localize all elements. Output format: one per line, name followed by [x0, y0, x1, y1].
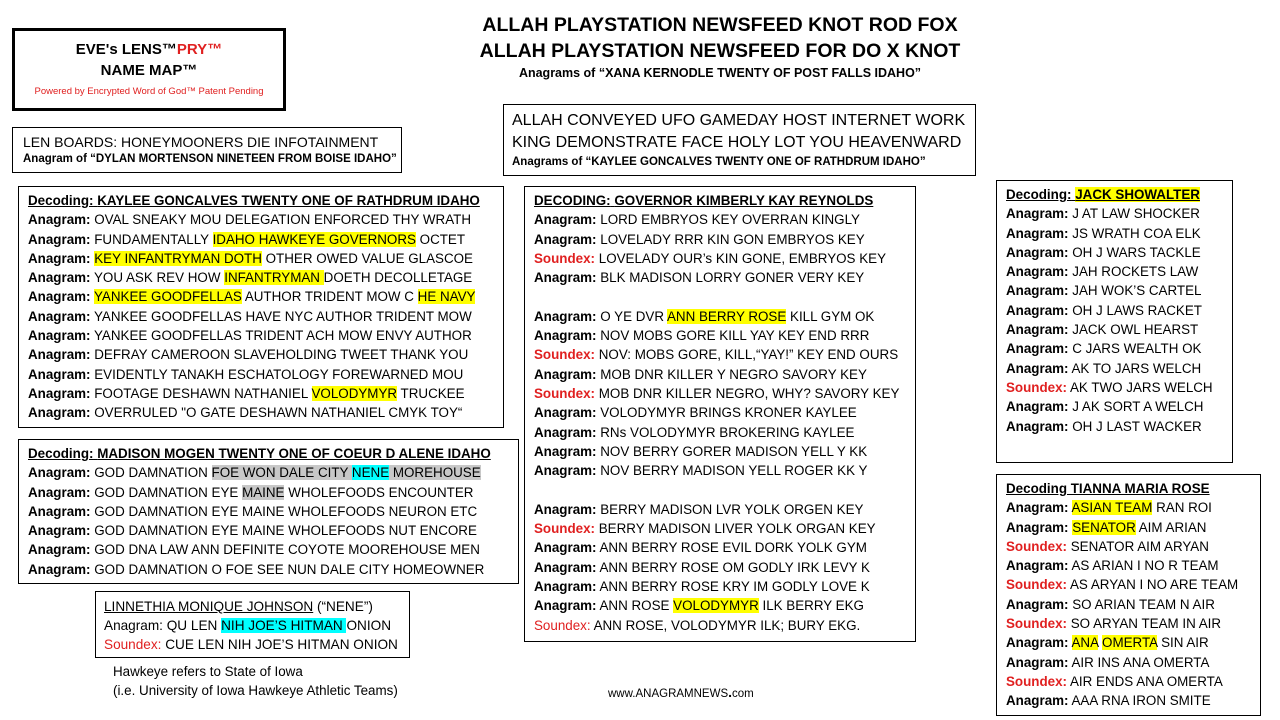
anagram-label: Anagram: [28, 561, 91, 577]
anagram-row [28, 210, 494, 229]
anagram-text: OH J WARS TACKLE [1072, 244, 1201, 260]
decoding-subject: JACK SHOWALTER [1075, 187, 1200, 202]
anagram-row [1006, 653, 1251, 672]
highlight-yellow: HE NAVY [417, 289, 476, 305]
anagram-text: NOV BERRY MADISON YELL ROGER KK Y [600, 463, 868, 479]
soundex-label: Soundex: [534, 617, 591, 633]
anagram-label: Anagram: [1006, 635, 1069, 651]
anagram-label: Anagram: [28, 250, 91, 266]
anagram-text: DOETH DECOLLETAGE [323, 270, 473, 286]
anagram-label: Anagram: [1006, 341, 1069, 357]
soundex-row [104, 635, 401, 654]
decoding-heading [28, 444, 509, 463]
logo-title [15, 41, 283, 58]
logo-powered-by: Powered by Encrypted Word of God™ Patent Pending [34, 86, 264, 97]
page-title-line2: ALLAH PLAYSTATION NEWSFEED FOR DO X KNOT [479, 40, 961, 62]
anagram-text: ONION [346, 618, 392, 633]
anagram-label: Anagram: [28, 484, 91, 500]
anagram-text: OVERRULED "O GATE DESHAWN NATHANIEL CMYK TOY“ [94, 405, 463, 421]
anagram-row [28, 560, 509, 579]
highlight-gray: MOREHOUSE [389, 465, 481, 481]
anagram-text: SIN AIR [1157, 635, 1209, 651]
anagram-row [28, 403, 494, 422]
anagram-text: YOU ASK REV HOW [94, 270, 225, 286]
anagram-row [28, 483, 509, 502]
anagram-row [534, 326, 906, 345]
anagram-text: GOD DAMNATION [94, 465, 212, 481]
soundex-text: NOV: MOBS GORE, KILL,“YAY!” KEY END OURS [598, 347, 899, 363]
anagram-row [1006, 417, 1223, 436]
anagram-text: VOLODYMYR BRINGS KRONER KAYLEE [600, 405, 857, 421]
anagram-text: JACK OWL HEARST [1072, 322, 1199, 338]
anagram-text: GOD DAMNATION O FOE SEE NUN DALE CITY HOMEOWNER [94, 561, 485, 577]
anagram-text: AIM ARIAN [1135, 519, 1207, 535]
anagram-text: AUTHOR TRIDENT MOW C [241, 289, 418, 305]
nene-box [95, 591, 410, 658]
anagram-row [534, 596, 906, 615]
anagram-text: C JARS WEALTH OK [1072, 341, 1202, 357]
anagram-label: Anagram: [1006, 322, 1069, 338]
soundex-text: LOVELADY OUR’s KIN GONE, EMBRYOS KEY [598, 250, 886, 266]
logo-pry: PRY™ [176, 41, 223, 58]
nene-nickname: (“NENE”) [313, 599, 373, 614]
anagram-row [1006, 691, 1251, 710]
anagram-label: Anagram: [1006, 264, 1069, 280]
soundex-label: Soundex: [1006, 538, 1068, 554]
anagram-label: Anagram: [28, 465, 91, 481]
anagram-label: Anagram: [28, 289, 91, 305]
anagram-row [534, 230, 906, 249]
anagram-label: Anagram: [534, 559, 597, 575]
anagram-row [1006, 556, 1251, 575]
highlight-gray: FOE WON DALE CITY [211, 465, 352, 481]
highlight-yellow: YANKEE GOODFELLAS [94, 289, 242, 305]
highlight-yellow: OMERTA [1102, 635, 1158, 651]
anagram-text: GOD DAMNATION EYE [94, 484, 243, 500]
anagram-row [1006, 633, 1251, 652]
spacer [534, 480, 906, 499]
anagram-label: Anagram: [534, 212, 597, 228]
anagram-row [534, 500, 906, 519]
soundex-text: CUE LEN NIH JOE’S HITMAN ONION [165, 637, 398, 652]
allah-conveyed-box [503, 104, 976, 176]
decoding-subject: MADISON MOGEN TWENTY ONE OF COEUR D ALENE IDAHO [97, 446, 491, 461]
anagram-row [1006, 301, 1223, 320]
soundex-text: AS ARYAN I NO ARE TEAM [1070, 577, 1239, 593]
anagram-text: BLK MADISON LORRY GONER VERY KEY [600, 270, 865, 286]
soundex-text: SENATOR AIM ARYAN [1070, 538, 1209, 554]
anagram-row [1006, 262, 1223, 281]
anagram-row [534, 403, 906, 422]
soundex-row [1006, 537, 1251, 556]
nene-name-row [104, 597, 401, 616]
soundex-row [534, 616, 906, 635]
anagram-text: O YE DVR [600, 308, 667, 324]
anagram-text: DEFRAY CAMEROON SLAVEHOLDING TWEET THANK YOU [94, 347, 469, 363]
decoding-label: Decoding: [1006, 187, 1072, 202]
anagram-text: ANN BERRY ROSE OM GODLY IRK LEVY K [599, 559, 870, 575]
anagram-label: Anagram: [534, 463, 597, 479]
highlight-yellow: ASIAN TEAM [1071, 500, 1153, 516]
anagram-text: NOV BERRY GORER MADISON YELL Y KK [600, 443, 868, 459]
anagram-label: Anagram: [534, 598, 597, 614]
anagram-row [534, 423, 906, 442]
anagram-text: AK TO JARS WELCH [1071, 360, 1202, 376]
len-boards-text: LEN BOARDS: HONEYMOONERS DIE INFOTAINMENT [23, 134, 379, 150]
anagram-row [1006, 339, 1223, 358]
hawkeye-note-line1: Hawkeye refers to State of Iowa [113, 664, 303, 679]
anagram-text: GOD DAMNATION EYE MAINE WHOLEFOODS NEURON ETC [94, 503, 478, 519]
soundex-text: ANN ROSE, VOLODYMYR ILK; BURY EKG. [590, 617, 861, 633]
anagram-label: Anagram: [28, 308, 91, 324]
soundex-label: Soundex: [104, 637, 162, 652]
anagram-label: Anagram: [28, 366, 91, 382]
highlight-yellow: INFANTRYMAN [224, 270, 324, 286]
anagram-text: BERRY MADISON LVR YOLK ORGEN KEY [600, 501, 864, 517]
anagram-row [1006, 397, 1223, 416]
tianna-decoding-box [996, 474, 1261, 716]
highlight-yellow: SENATOR [1072, 519, 1136, 535]
len-boards-subtitle: Anagram of “DYLAN MORTENSON NINETEEN FROM BOISE IDAHO” [23, 153, 397, 165]
anagram-label: Anagram: [1006, 225, 1069, 241]
logo-box [12, 28, 286, 111]
soundex-label: Soundex: [534, 521, 596, 537]
highlight-yellow: VOLODYMYR [673, 598, 759, 614]
anagram-row [534, 558, 906, 577]
anagram-label: Anagram: [1006, 693, 1069, 709]
anagram-text: ANN BERRY ROSE KRY IM GODLY LOVE K [599, 578, 870, 594]
anagram-row [1006, 243, 1223, 262]
anagram-label: Anagram: [28, 385, 91, 401]
anagram-text: FUNDAMENTALLY [94, 231, 213, 247]
anagram-text: MOB DNR KILLER Y NEGRO SAVORY KEY [600, 366, 867, 382]
anagram-row [534, 538, 906, 557]
decoding-label: Decoding: [28, 193, 94, 208]
highlight-yellow: IDAHO HAWKEYE GOVERNORS [212, 231, 416, 247]
anagram-label: Anagram: [534, 231, 597, 247]
anagram-text: ANN BERRY ROSE EVIL DORK YOLK GYM [599, 540, 867, 556]
anagram-row [1006, 224, 1223, 243]
anagram-text: OTHER OWED VALUE GLASCOE [261, 250, 473, 266]
anagram-label: Anagram: [28, 270, 91, 286]
anagram-label: Anagram: [28, 405, 91, 421]
anagram-row [28, 326, 494, 345]
anagram-row [1006, 320, 1223, 339]
anagram-text: QU LEN [162, 618, 222, 633]
anagram-text: AAA RNA IRON SMITE [1071, 693, 1211, 709]
anagram-row [534, 307, 906, 326]
anagram-text: ANN ROSE [599, 598, 674, 614]
jack-decoding-box [996, 180, 1233, 463]
anagram-row [534, 442, 906, 461]
anagram-label: Anagram: [534, 540, 597, 556]
anagram-row [1006, 518, 1251, 537]
anagram-row [534, 210, 906, 229]
highlight-yellow: KEY INFANTRYMAN DOTH [94, 250, 262, 266]
soundex-row [1006, 672, 1251, 691]
anagram-row [28, 307, 494, 326]
anagram-text: YANKEE GOODFELLAS HAVE NYC AUTHOR TRIDENT MOW [94, 308, 472, 324]
highlight-yellow: VOLODYMYR [311, 385, 398, 401]
anagram-row [104, 616, 401, 635]
site-url-dot: . [728, 684, 733, 700]
anagram-label: Anagram: [104, 618, 163, 633]
anagram-label: Anagram: [534, 443, 597, 459]
anagram-row [1006, 498, 1251, 517]
soundex-row [534, 384, 906, 403]
anagram-row [534, 461, 906, 480]
soundex-label: Soundex: [534, 347, 596, 363]
soundex-label: Soundex: [1006, 616, 1068, 632]
anagram-row [28, 540, 509, 559]
anagram-label: Anagram: [1006, 500, 1069, 516]
soundex-row [534, 345, 906, 364]
anagram-text: NOV MOBS GORE KILL YAY KEY END RRR [600, 328, 870, 344]
anagram-text: FOOTAGE DESHAWN NATHANIEL [94, 385, 312, 401]
anagram-label: Anagram: [28, 347, 91, 363]
anagram-text: AIR INS ANA OMERTA [1071, 654, 1210, 670]
site-url-name: ANAGRAMNEWS [635, 688, 729, 700]
soundex-label: Soundex: [1006, 379, 1068, 395]
anagram-row [28, 345, 494, 364]
anagram-label: Anagram: [534, 424, 597, 440]
soundex-row [1006, 575, 1251, 594]
anagram-row [28, 268, 494, 287]
anagram-row [28, 384, 494, 403]
anagram-text: OH J LAWS RACKET [1072, 302, 1202, 318]
anagram-text: JAH ROCKETS LAW [1072, 264, 1199, 280]
highlight-yellow: ANN BERRY ROSE [666, 308, 787, 324]
anagram-text: GOD DNA LAW ANN DEFINITE COYOTE MOOREHOUSE MEN [94, 542, 480, 558]
anagram-label: Anagram: [1006, 283, 1069, 299]
anagram-label: Anagram: [1006, 558, 1069, 574]
site-url-prefix: www. [608, 688, 636, 700]
anagram-label: Anagram: [1006, 596, 1069, 612]
decoding-label: Decoding: [28, 446, 94, 461]
anagram-row [28, 249, 494, 268]
anagram-row [28, 463, 509, 482]
anagram-text: WHOLEFOODS ENCOUNTER [284, 484, 474, 500]
anagram-label: Anagram: [534, 366, 597, 382]
anagram-label: Anagram: [28, 212, 91, 228]
anagram-text: EVIDENTLY TANAKH ESCHATOLOGY FOREWARNED MOU [94, 366, 464, 382]
site-url-tld: com [732, 688, 754, 700]
logo-name-map: NAME MAP™ [100, 62, 198, 79]
anagram-row [534, 365, 906, 384]
soundex-label: Soundex: [1006, 577, 1068, 593]
site-url [608, 684, 754, 700]
anagram-row [1006, 281, 1223, 300]
soundex-label: Soundex: [1006, 673, 1068, 689]
anagram-text: JS WRATH COA ELK [1072, 225, 1201, 241]
anagram-text: OCTET [415, 231, 466, 247]
anagram-label: Anagram: [1006, 360, 1069, 376]
soundex-text: SO ARYAN TEAM IN AIR [1070, 616, 1222, 632]
anagram-row [1006, 359, 1223, 378]
anagram-label: Anagram: [534, 308, 597, 324]
anagram-row [28, 365, 494, 384]
decoding-heading [28, 191, 494, 210]
anagram-row [28, 521, 509, 540]
highlight-yellow: ANA [1071, 635, 1099, 651]
decoding-heading [534, 191, 906, 210]
highlight-gray: MAINE [242, 484, 285, 500]
page-title-subtitle: Anagrams of “XANA KERNODLE TWENTY OF POST FALLS IDAHO” [518, 66, 922, 80]
anagram-text: RAN ROI [1152, 500, 1212, 516]
anagram-row [534, 268, 906, 287]
anagram-label: Anagram: [534, 328, 597, 344]
anagram-row [1006, 204, 1223, 223]
anagram-row [28, 230, 494, 249]
nene-name: LINNETHIA MONIQUE JOHNSON [104, 599, 314, 614]
anagram-label: Anagram: [1006, 244, 1069, 260]
soundex-row [1006, 614, 1251, 633]
anagram-row [28, 287, 494, 306]
anagram-label: Anagram: [1006, 399, 1069, 415]
anagram-label: Anagram: [1006, 654, 1069, 670]
anagram-label: Anagram: [1006, 302, 1069, 318]
highlight-cyan: NIH JOE’S HITMAN [221, 618, 347, 633]
anagram-label: Anagram: [534, 501, 597, 517]
soundex-row [534, 519, 906, 538]
anagram-row [534, 577, 906, 596]
anagram-text: GOD DAMNATION EYE MAINE WHOLEFOODS NUT ENCORE [94, 523, 477, 539]
decoding-subject: GOVERNOR KIMBERLY KAY REYNOLDS [614, 193, 874, 208]
allah-conveyed-line1: ALLAH CONVEYED UFO GAMEDAY HOST INTERNET WORK [512, 112, 966, 129]
anagram-text: J AT LAW SHOCKER [1072, 206, 1200, 222]
anagram-text: LOVELADY RRR KIN GON EMBRYOS KEY [600, 231, 865, 247]
anagram-text: JAH WOK’S CARTEL [1072, 283, 1202, 299]
anagram-text: RNs VOLODYMYR BROKERING KAYLEE [600, 424, 855, 440]
soundex-text: MOB DNR KILLER NEGRO, WHY? SAVORY KEY [598, 385, 900, 401]
anagram-label: Anagram: [1006, 418, 1069, 434]
spacer [534, 287, 906, 306]
anagram-label: Anagram: [1006, 206, 1069, 222]
decoding-heading [1006, 185, 1223, 204]
anagram-text: ILK BERRY EKG [758, 598, 864, 614]
anagram-label: Anagram: [28, 542, 91, 558]
soundex-row [534, 249, 906, 268]
soundex-text: AIR ENDS ANA OMERTA [1067, 673, 1223, 689]
decoding-heading: Decoding TIANNA MARIA ROSE [1006, 481, 1210, 496]
allah-conveyed-subtitle: Anagrams of “KAYLEE GONCALVES TWENTY ONE OF RATHDRUM IDAHO” [512, 156, 926, 168]
anagram-row [28, 502, 509, 521]
soundex-text: BERRY MADISON LIVER YOLK ORGAN KEY [598, 521, 876, 537]
decoding-label: DECODING: [534, 193, 611, 208]
anagram-label: Anagram: [534, 578, 597, 594]
anagram-text: AS ARIAN I NO R TEAM [1071, 558, 1219, 574]
governor-decoding-box [524, 186, 916, 642]
hawkeye-note [113, 662, 398, 700]
anagram-row [1006, 595, 1251, 614]
anagram-label: Anagram: [534, 405, 597, 421]
anagram-text: OH J LAST WACKER [1072, 418, 1202, 434]
anagram-text: TRUCKEE [397, 385, 465, 401]
soundex-label: Soundex: [534, 385, 596, 401]
soundex-row [1006, 378, 1223, 397]
madison-decoding-box [18, 439, 519, 584]
page-title-line1: ALLAH PLAYSTATION NEWSFEED KNOT ROD FOX [482, 14, 958, 36]
anagram-label: Anagram: [28, 503, 91, 519]
allah-conveyed-line2: KING DEMONSTRATE FACE HOLY LOT YOU HEAVENWARD [512, 134, 962, 151]
highlight-cyan: NENE [351, 465, 390, 481]
soundex-text: AK TWO JARS WELCH [1070, 379, 1213, 395]
anagram-text: LORD EMBRYOS KEY OVERRAN KINGLY [600, 212, 860, 228]
len-boards-box [12, 127, 402, 173]
anagram-text: YANKEE GOODFELLAS TRIDENT ACH MOW ENVY AUTHOR [94, 328, 472, 344]
anagram-label: Anagram: [28, 523, 91, 539]
anagram-label: Anagram: [28, 231, 91, 247]
page-title-block [440, 12, 1000, 80]
kaylee-decoding-box [18, 186, 504, 428]
anagram-label: Anagram: [1006, 519, 1069, 535]
anagram-text: KILL GYM OK [786, 308, 875, 324]
anagram-label: Anagram: [28, 328, 91, 344]
decoding-subject: KAYLEE GONCALVES TWENTY ONE OF RATHDRUM IDAHO [97, 193, 480, 208]
anagram-text: SO ARIAN TEAM N AIR [1072, 596, 1215, 612]
anagram-label: Anagram: [534, 270, 597, 286]
soundex-label: Soundex: [534, 250, 596, 266]
logo-eves-lens: EVE's LENS™ [75, 41, 177, 58]
hawkeye-note-line2: (i.e. University of Iowa Hawkeye Athletic Teams) [113, 683, 398, 698]
anagram-text: J AK SORT A WELCH [1072, 399, 1204, 415]
anagram-text: OVAL SNEAKY MOU DELEGATION ENFORCED THY WRATH [94, 212, 471, 228]
